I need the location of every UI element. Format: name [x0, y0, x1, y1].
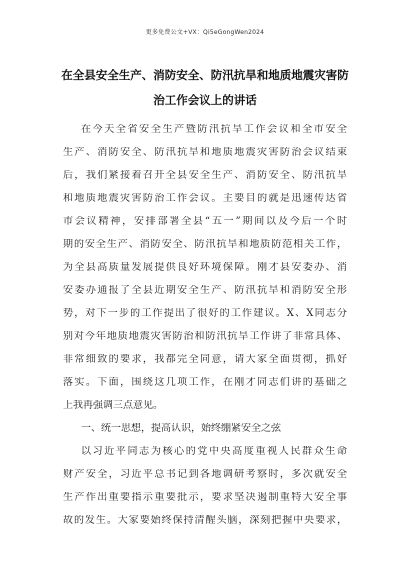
document-title-line-2: 治工作会议上的讲话 — [153, 93, 257, 107]
paragraph-2-line: 故的发生。大家要始终保持清醒头脑，深刻把握中央要求， — [63, 515, 347, 526]
paragraph-1-line: 生产、消防安全、防汛抗旱和地质地震灾害防治会议结束 — [63, 147, 347, 158]
paragraph-1-line: 安委办通报了全县近期安全生产、防汛抗旱和消防安全形 — [63, 285, 347, 296]
paragraph-1-line: 为全县高质量发展提供良好环境保障。刚才县安委办、消 — [63, 262, 347, 273]
paragraph-1-line: 势，对下一步的工作提出了很好的工作建议。X、X同志分 — [63, 308, 347, 319]
paragraph-1-line: 市会议精神，安排部署全县“五一”期间以及今后一个时 — [63, 216, 347, 227]
paragraph-2-line: 财产安全，习近平总书记到各地调研考察时，多次就安全 — [63, 469, 347, 480]
document-title-line-1: 在全县安全生产、消防安全、防汛抗旱和地质地震灾害防 — [61, 68, 349, 82]
header-note: 更多免费公文+VX：Qi5eGongWen2024 — [145, 29, 265, 36]
paragraph-1-line: 期的安全生产、消防安全、防汛抗旱和地质防范相关工作， — [63, 239, 347, 250]
section-heading: 一、统一思想，提高认识，始终绷紧安全之弦 — [81, 423, 281, 434]
paragraph-1-line: 上我再强调三点意见。 — [63, 400, 163, 411]
paragraph-1-line: 在今天全省安全生产暨防汛抗旱工作会议和全市安全 — [81, 124, 347, 135]
paragraph-1-line: 和地质地震灾害防治工作会议。主要目的就是迅速传达省 — [63, 193, 347, 204]
paragraph-2-line: 以习近平同志为核心的党中央高度重视人民群众生命 — [81, 446, 347, 457]
paragraph-1-line: 非常细致的要求，我都完全同意，请大家全面贯彻，抓好 — [63, 354, 347, 365]
paragraph-1-line: 落实。下面，围绕这几项工作，在刚才同志们讲的基础之 — [63, 377, 347, 388]
paragraph-1-line: 后，我们紧接着召开全县安全生产、消防安全、防汛抗旱 — [63, 170, 347, 181]
paragraph-2-line: 生产作出重要指示重要批示，要求坚决遏制重特大安全事 — [63, 492, 347, 503]
paragraph-1-line: 别对今年地质地震灾害防治和防汛抗旱工作讲了非常具体、 — [63, 331, 347, 342]
